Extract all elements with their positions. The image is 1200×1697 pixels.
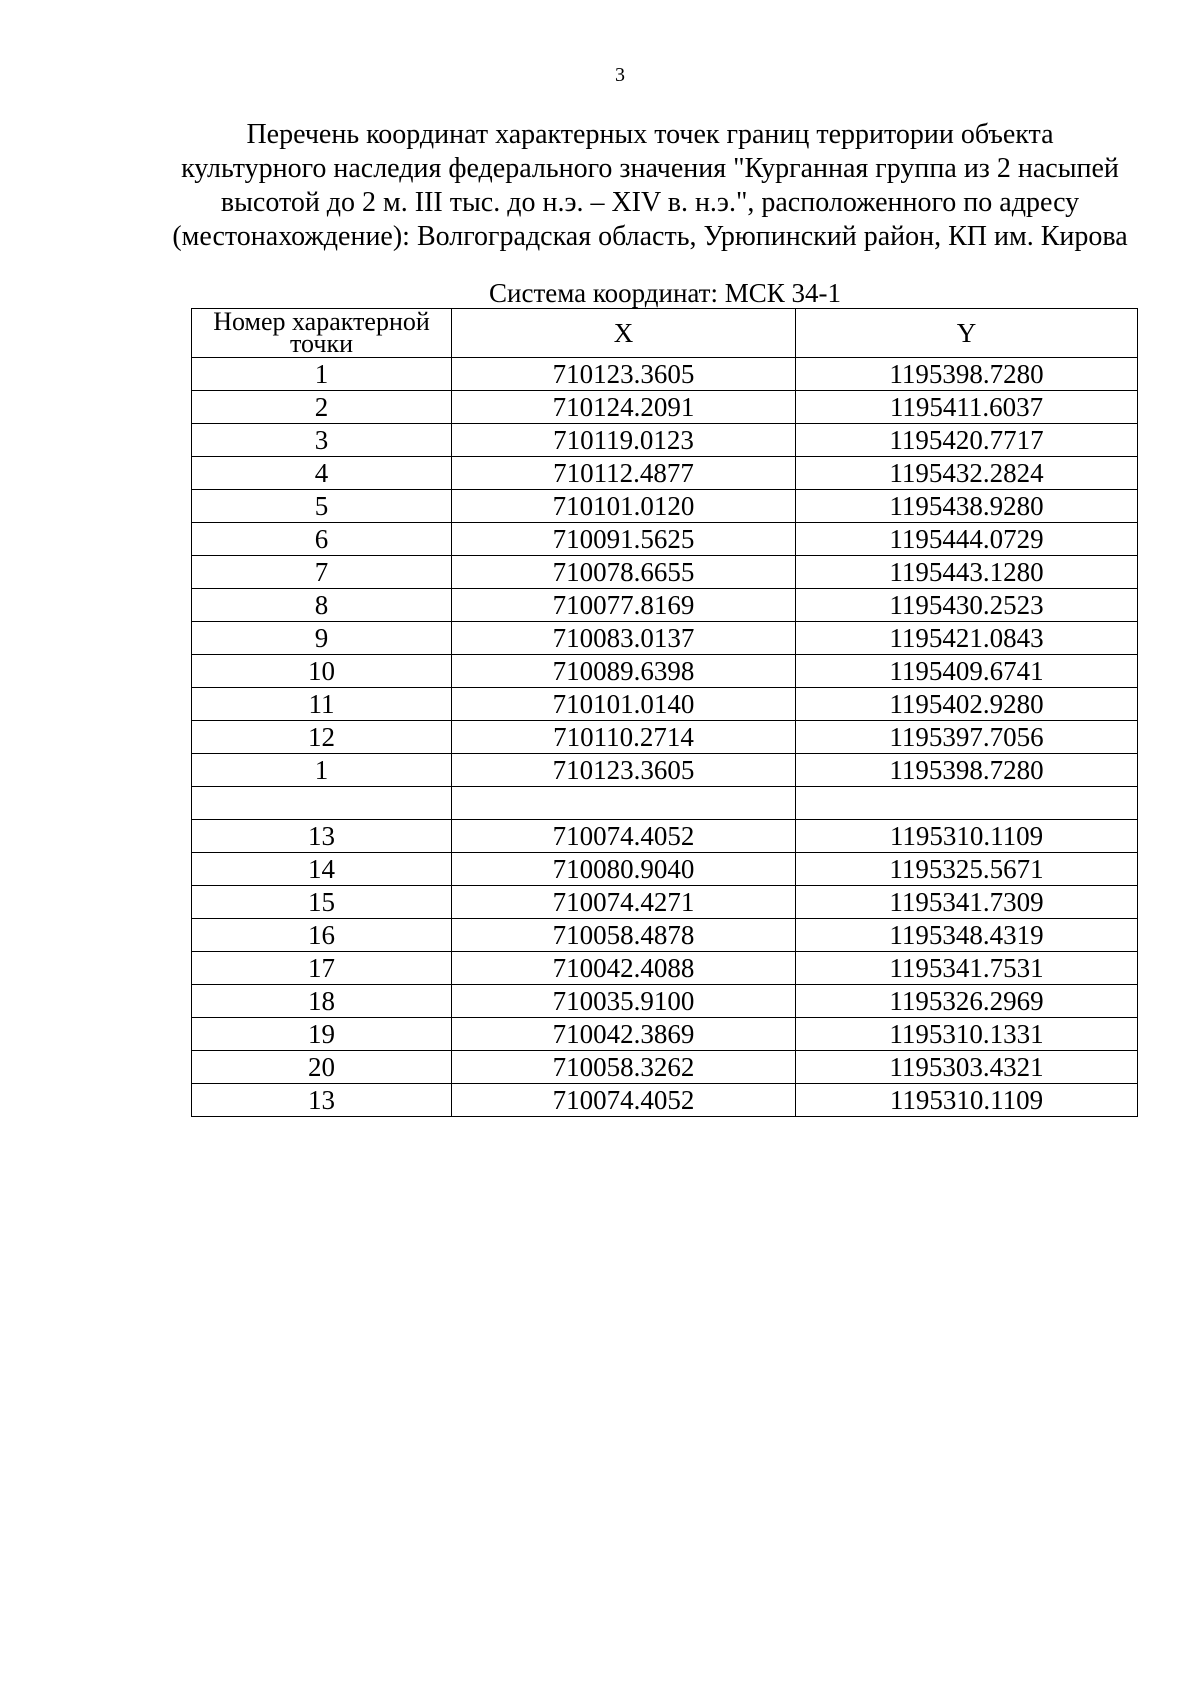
coordinate-system-caption: Система координат: МСК 34-1 (489, 278, 841, 308)
table-header-row (192, 309, 1138, 358)
point-number-cell: 12 (192, 721, 452, 754)
y-coordinate-cell: 1195303.4321 (796, 1051, 1138, 1084)
point-number-cell: 11 (192, 688, 452, 721)
table-row (192, 1018, 1138, 1051)
y-coordinate-cell: 1195409.6741 (796, 655, 1138, 688)
x-coordinate-cell: 710119.0123 (452, 424, 796, 457)
point-number-cell: 19 (192, 1018, 452, 1051)
table-row (192, 853, 1138, 886)
x-coordinate-cell: 710112.4877 (452, 457, 796, 490)
coordinates-table (191, 308, 1138, 1117)
point-number-cell: 17 (192, 952, 452, 985)
y-coordinate-cell: 1195326.2969 (796, 985, 1138, 1018)
point-number-cell: 16 (192, 919, 452, 952)
table-row (192, 655, 1138, 688)
x-header: X (452, 309, 796, 358)
point-number-cell: 5 (192, 490, 452, 523)
x-coordinate-cell: 710110.2714 (452, 721, 796, 754)
table-row (192, 1051, 1138, 1084)
x-coordinate-cell (452, 787, 796, 820)
x-coordinate-cell: 710083.0137 (452, 622, 796, 655)
title-line: культурного наследия федерального значения "Курганная группа из 2 насыпей (181, 153, 1119, 184)
y-coordinate-cell: 1195325.5671 (796, 853, 1138, 886)
point-number-cell: 14 (192, 853, 452, 886)
x-coordinate-cell: 710035.9100 (452, 985, 796, 1018)
point-number-cell: 2 (192, 391, 452, 424)
table-row (192, 952, 1138, 985)
x-coordinate-cell: 710074.4271 (452, 886, 796, 919)
table-row (192, 820, 1138, 853)
y-coordinate-cell: 1195310.1331 (796, 1018, 1138, 1051)
document-title (150, 118, 1150, 254)
table-row (192, 391, 1138, 424)
title-line: Перечень координат характерных точек границ территории объекта (246, 119, 1054, 150)
x-coordinate-cell: 710078.6655 (452, 556, 796, 589)
x-coordinate-cell: 710042.3869 (452, 1018, 796, 1051)
page-number: 3 (615, 64, 625, 86)
x-coordinate-cell: 710080.9040 (452, 853, 796, 886)
table-body (192, 358, 1138, 1117)
table-row (192, 985, 1138, 1018)
y-coordinate-cell (796, 787, 1138, 820)
point-number-cell (192, 787, 452, 820)
title-line: (местонахождение): Волгоградская область, Урюпинский район, КП им. Кирова (172, 221, 1128, 252)
table-row (192, 424, 1138, 457)
table-row (192, 490, 1138, 523)
y-coordinate-cell: 1195444.0729 (796, 523, 1138, 556)
x-coordinate-cell: 710042.4088 (452, 952, 796, 985)
y-coordinate-cell: 1195341.7309 (796, 886, 1138, 919)
x-coordinate-cell: 710058.3262 (452, 1051, 796, 1084)
table-row (192, 358, 1138, 391)
table-row (192, 787, 1138, 820)
y-coordinate-cell: 1195421.0843 (796, 622, 1138, 655)
table-row (192, 688, 1138, 721)
point-number-cell: 9 (192, 622, 452, 655)
point-number-cell: 6 (192, 523, 452, 556)
table-row (192, 754, 1138, 787)
x-coordinate-cell: 710077.8169 (452, 589, 796, 622)
point-number-header-line: Номер характерной (213, 307, 430, 336)
y-coordinate-cell: 1195310.1109 (796, 1084, 1138, 1117)
table-row (192, 556, 1138, 589)
point-number-cell: 4 (192, 457, 452, 490)
table-row (192, 457, 1138, 490)
y-coordinate-cell: 1195420.7717 (796, 424, 1138, 457)
x-coordinate-cell: 710123.3605 (452, 754, 796, 787)
y-coordinate-cell: 1195411.6037 (796, 391, 1138, 424)
y-coordinate-cell: 1195341.7531 (796, 952, 1138, 985)
y-coordinate-cell: 1195398.7280 (796, 358, 1138, 391)
point-number-cell: 3 (192, 424, 452, 457)
x-coordinate-cell: 710091.5625 (452, 523, 796, 556)
x-coordinate-cell: 710101.0120 (452, 490, 796, 523)
table-row (192, 622, 1138, 655)
title-line: высотой до 2 м. III тыс. до н.э. – XIV в. н.э.", расположенного по адресу (220, 187, 1080, 218)
point-number-cell: 7 (192, 556, 452, 589)
point-number-header (192, 309, 452, 358)
y-coordinate-cell: 1195443.1280 (796, 556, 1138, 589)
y-coordinate-cell: 1195430.2523 (796, 589, 1138, 622)
point-number-cell: 13 (192, 820, 452, 853)
x-coordinate-cell: 710089.6398 (452, 655, 796, 688)
point-number-header-line: точки (290, 329, 353, 358)
y-coordinate-cell: 1195397.7056 (796, 721, 1138, 754)
point-number-cell: 13 (192, 1084, 452, 1117)
x-coordinate-cell: 710058.4878 (452, 919, 796, 952)
x-coordinate-cell: 710123.3605 (452, 358, 796, 391)
table-row (192, 523, 1138, 556)
table-row (192, 1084, 1138, 1117)
table-row (192, 886, 1138, 919)
y-coordinate-cell: 1195432.2824 (796, 457, 1138, 490)
y-coordinate-cell: 1195438.9280 (796, 490, 1138, 523)
y-coordinate-cell: 1195402.9280 (796, 688, 1138, 721)
point-number-cell: 20 (192, 1051, 452, 1084)
point-number-cell: 15 (192, 886, 452, 919)
table-row (192, 589, 1138, 622)
point-number-cell: 18 (192, 985, 452, 1018)
y-coordinate-cell: 1195398.7280 (796, 754, 1138, 787)
point-number-cell: 10 (192, 655, 452, 688)
y-coordinate-cell: 1195348.4319 (796, 919, 1138, 952)
x-coordinate-cell: 710074.4052 (452, 820, 796, 853)
table-row (192, 919, 1138, 952)
point-number-cell: 1 (192, 754, 452, 787)
y-header: Y (796, 309, 1138, 358)
x-coordinate-cell: 710074.4052 (452, 1084, 796, 1117)
table-row (192, 721, 1138, 754)
point-number-cell: 1 (192, 358, 452, 391)
x-coordinate-cell: 710101.0140 (452, 688, 796, 721)
point-number-cell: 8 (192, 589, 452, 622)
y-coordinate-cell: 1195310.1109 (796, 820, 1138, 853)
x-coordinate-cell: 710124.2091 (452, 391, 796, 424)
